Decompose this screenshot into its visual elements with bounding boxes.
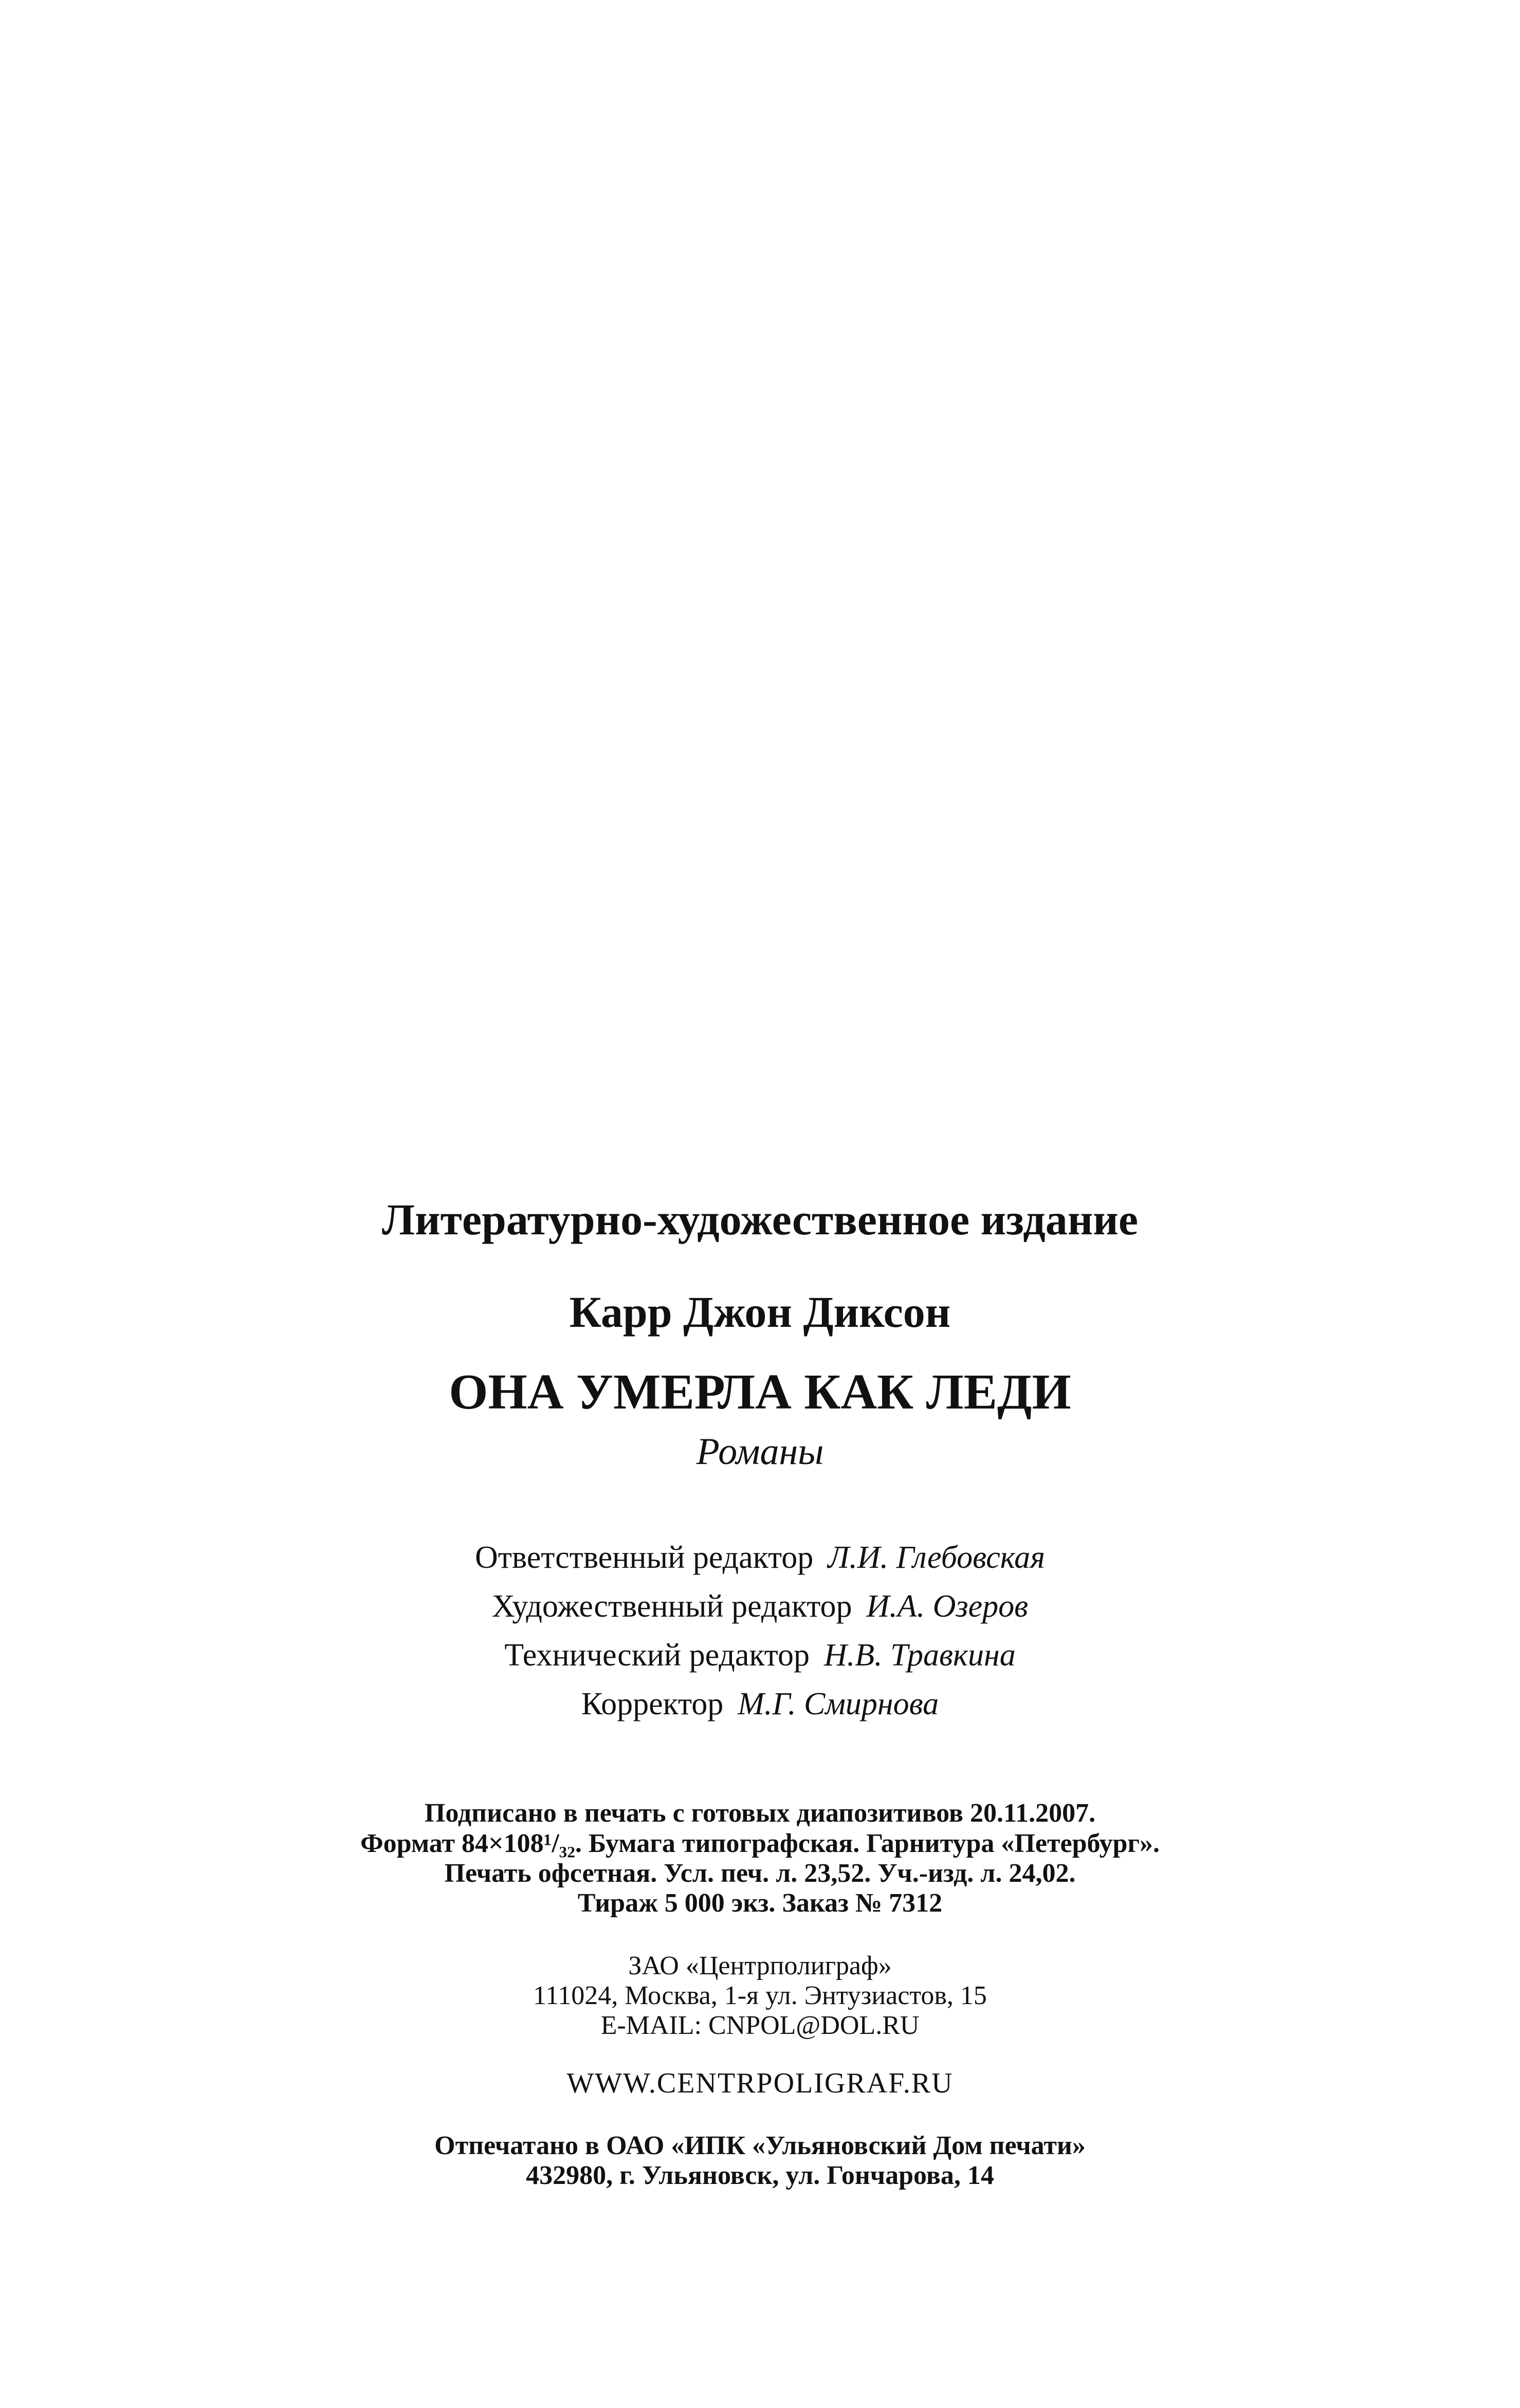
publisher-website: WWW.CENTRPOLIGRAF.RU xyxy=(566,2067,954,2099)
staff-line-responsible-editor xyxy=(0,1542,1520,1573)
series-title: Литературно-художественное издание xyxy=(381,1195,1139,1244)
staff-line-art-editor xyxy=(0,1590,1520,1622)
author-name: Карр Джон Диксон xyxy=(569,1287,951,1337)
printer-address: 432980, г. Ульяновск, ул. Гончарова, 14 xyxy=(526,2161,994,2190)
imprint-format: Формат 84×108¹/₃₂. Бумага типографская. Гарнитура «Петербург». xyxy=(360,1829,1160,1858)
publisher-address: 111024, Москва, 1-я ул. Энтузиастов, 15 xyxy=(533,1981,987,2010)
imprint-circulation: Тираж 5 000 экз. Заказ № 7312 xyxy=(577,1888,943,1918)
book-title: ОНА УМЕРЛА КАК ЛЕДИ xyxy=(449,1364,1071,1420)
staff-name: Н.В. Травкина xyxy=(823,1638,1016,1673)
staff-name: М.Г. Смирнова xyxy=(738,1687,939,1721)
staff-name: Л.И. Глебовская xyxy=(828,1540,1046,1575)
printer-name: Отпечатано в ОАО «ИПК «Ульяновский Дом печати» xyxy=(434,2131,1086,2160)
imprint-print-sheets: Печать офсетная. Усл. печ. л. 23,52. Уч.-изд. л. 24,02. xyxy=(444,1859,1076,1888)
genre-label: Романы xyxy=(696,1431,824,1473)
staff-line-proofreader xyxy=(0,1688,1520,1720)
staff-line-technical-editor xyxy=(0,1639,1520,1671)
staff-role: Ответственный редактор xyxy=(474,1540,814,1575)
imprint-signed-date: Подписано в печать с готовых диапозитивов 20.11.2007. xyxy=(424,1799,1096,1828)
staff-name: И.А. Озеров xyxy=(866,1589,1029,1624)
staff-role: Технический редактор xyxy=(504,1638,810,1673)
staff-role: Корректор xyxy=(581,1687,724,1721)
publisher-email: E-MAIL: CNPOL@DOL.RU xyxy=(600,2011,920,2040)
publisher-name: ЗАО «Центрполиграф» xyxy=(628,1951,892,1980)
staff-role: Художественный редактор xyxy=(491,1589,852,1624)
